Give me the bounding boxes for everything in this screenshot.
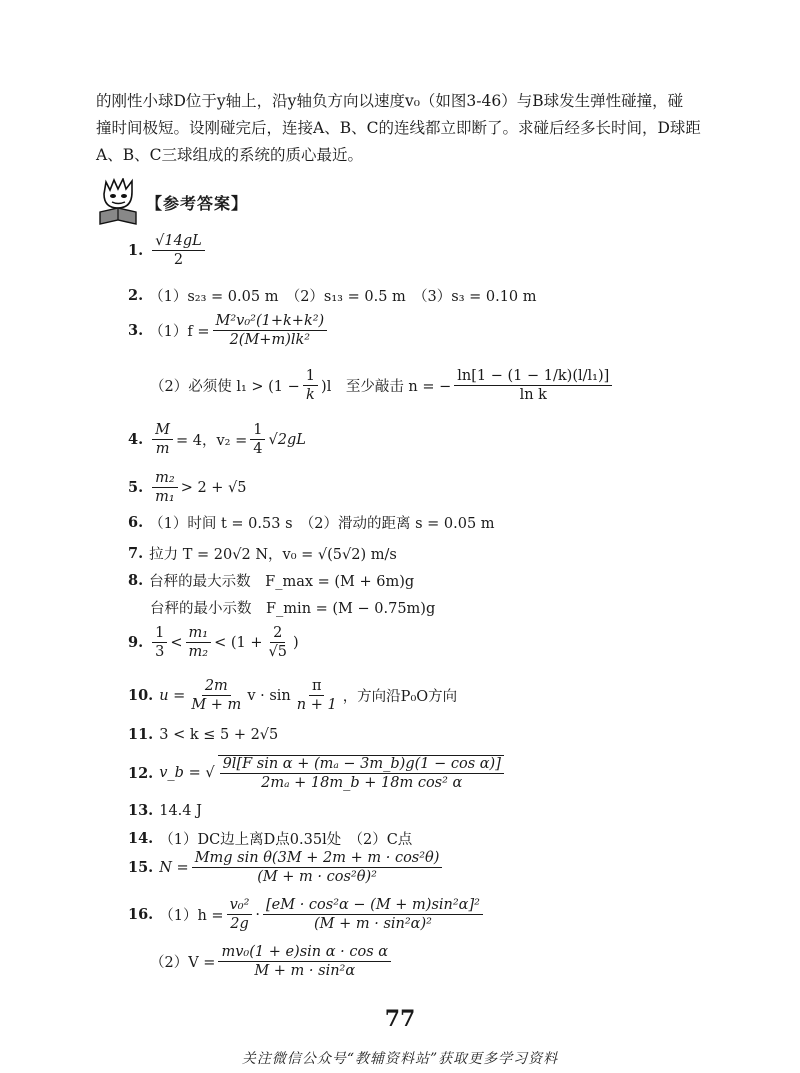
formula-text: √2gL bbox=[268, 431, 306, 448]
numerator: π bbox=[309, 678, 325, 696]
denominator: 2g bbox=[230, 916, 249, 932]
answer-6 bbox=[128, 512, 495, 533]
intro-line: A、B、C三球组成的系统的质心最近。 bbox=[96, 146, 363, 164]
numerator: 1 bbox=[152, 625, 167, 643]
answer-number: 11. bbox=[128, 726, 154, 743]
denominator: n + 1 bbox=[296, 697, 337, 713]
answer-text: 台秤的最小示数 F_min = (M − 0.75m)g bbox=[150, 601, 436, 617]
numerator: m₂ bbox=[152, 470, 178, 488]
fraction bbox=[218, 944, 391, 979]
fraction bbox=[152, 470, 178, 505]
answer-number: 12. bbox=[128, 764, 154, 782]
denominator: 2mₐ + 18m_b + 18m cos² α bbox=[261, 775, 463, 791]
fraction bbox=[250, 422, 265, 457]
intro-line: 撞时间极短。设刚碰完后，连接A、B、C的连线都立即断了。求碰后经多长时间，D球距 bbox=[96, 119, 701, 137]
answer-8 bbox=[128, 570, 414, 591]
fraction bbox=[454, 368, 612, 403]
heading-title: 【参考答案】 bbox=[146, 193, 249, 213]
fraction bbox=[266, 625, 290, 660]
formula-text: > 2 + √5 bbox=[180, 479, 247, 496]
answer-14 bbox=[128, 828, 412, 849]
fraction bbox=[294, 678, 340, 713]
answer-number: 7. bbox=[128, 545, 144, 562]
answer-number: 2. bbox=[128, 287, 144, 304]
answer-text: 14.4 J bbox=[159, 802, 202, 819]
answer-8-line-2 bbox=[150, 597, 435, 618]
numerator: √14gL bbox=[152, 233, 205, 251]
answer-16-part-2 bbox=[150, 944, 394, 979]
fraction bbox=[303, 368, 318, 403]
answer-12 bbox=[128, 755, 507, 791]
answer-number: 4. bbox=[128, 431, 144, 448]
fraction bbox=[218, 755, 504, 791]
formula-text: )l 至少敲击 n = − bbox=[321, 379, 452, 395]
fraction bbox=[186, 625, 212, 660]
numerator: Mmg sin θ(3M + 2m + m · cos²θ) bbox=[192, 850, 443, 868]
denominator: (M + m · sin²α)² bbox=[314, 916, 432, 932]
formula-text: · bbox=[255, 906, 260, 923]
answer-number: 1. bbox=[128, 242, 144, 259]
denominator: m₁ bbox=[155, 489, 175, 505]
answer-number: 15. bbox=[128, 859, 154, 876]
fraction bbox=[192, 850, 443, 885]
fraction bbox=[188, 678, 244, 713]
denominator: 2 bbox=[173, 252, 184, 268]
answer-text: 台秤的最大示数 F_max = (M + 6m)g bbox=[149, 574, 415, 590]
fraction bbox=[263, 897, 483, 932]
numerator: 1 bbox=[303, 368, 318, 386]
numerator: [eM · cos²α − (M + m)sin²α]² bbox=[263, 897, 483, 915]
answer-text: （1）DC边上离D点0.35l处 （2）C点 bbox=[159, 832, 413, 848]
answer-15 bbox=[128, 850, 445, 885]
answer-11 bbox=[128, 726, 278, 743]
denominator: ln k bbox=[519, 387, 547, 403]
numerator: m₁ bbox=[186, 625, 212, 643]
numerator: v₀² bbox=[227, 897, 253, 915]
reading-student-icon bbox=[98, 178, 142, 226]
answer-1 bbox=[128, 233, 208, 268]
formula-text: ，方向沿P₀O方向 bbox=[342, 689, 458, 705]
formula-lhs: （1）f = bbox=[149, 324, 210, 340]
formula-text: （2）必须使 l₁ > (1 − bbox=[150, 379, 300, 395]
numerator: ln[1 − (1 − 1/k)(l/l₁)] bbox=[454, 368, 612, 386]
denominator: M + m bbox=[191, 697, 242, 713]
formula-text: v · sin bbox=[247, 687, 291, 704]
answer-number: 5. bbox=[128, 479, 144, 496]
answer-number: 10. bbox=[128, 687, 154, 704]
problem-continuation bbox=[96, 88, 726, 169]
numerator: M²v₀²(1+k+k²) bbox=[213, 313, 328, 331]
answer-heading bbox=[98, 178, 248, 226]
numerator: 1 bbox=[250, 422, 265, 440]
formula-text: ) bbox=[292, 634, 299, 651]
answer-16 bbox=[128, 897, 486, 932]
answer-text: 拉力 T = 20√2 N，v₀ = √(5√2) m/s bbox=[149, 547, 397, 563]
fraction bbox=[152, 625, 167, 660]
fraction bbox=[213, 313, 328, 348]
formula-lhs: N = bbox=[159, 859, 189, 876]
answer-text: （1）时间 t = 0.53 s （2）滑动的距离 s = 0.05 m bbox=[149, 516, 495, 532]
numerator: 9l[F sin α + (mₐ − 3m_b)g(1 − cos α)] bbox=[220, 756, 504, 774]
formula-lhs: v_b = √ bbox=[159, 765, 215, 781]
numerator: mv₀(1 + e)sin α · cos α bbox=[218, 944, 391, 962]
denominator: m bbox=[155, 441, 170, 457]
answer-2 bbox=[128, 285, 537, 306]
formula-text: < bbox=[170, 634, 183, 651]
answer-number: 6. bbox=[128, 514, 144, 531]
formula-lhs: u = bbox=[159, 687, 186, 704]
denominator: 3 bbox=[155, 644, 165, 660]
intro-line: 的刚性小球D位于y轴上，沿y轴负方向以速度v₀（如图3-46）与B球发生弹性碰撞，碰 bbox=[96, 92, 684, 110]
answer-number: 16. bbox=[128, 906, 154, 923]
denominator: 2(M+m)lk² bbox=[229, 332, 311, 348]
fraction bbox=[227, 897, 253, 932]
answer-3-part-2 bbox=[150, 368, 615, 403]
denominator: 4 bbox=[253, 441, 263, 457]
answer-text: 3 < k ≤ 5 + 2√5 bbox=[159, 726, 279, 743]
answer-5 bbox=[128, 470, 247, 505]
answer-text: （1）s₂₃ = 0.05 m （2）s₁₃ = 0.5 m （3）s₃ = 0.10 m bbox=[149, 289, 537, 305]
page-number: 77 bbox=[384, 1006, 416, 1032]
numerator: 2m bbox=[202, 678, 231, 696]
formula-lhs: （2）V = bbox=[150, 955, 216, 971]
denominator: k bbox=[306, 387, 315, 403]
formula-lhs: （1）h = bbox=[159, 908, 224, 924]
answer-13 bbox=[128, 802, 202, 819]
denominator: m₂ bbox=[188, 644, 209, 660]
numerator: M bbox=[152, 422, 173, 440]
fraction bbox=[152, 233, 205, 268]
answer-9 bbox=[128, 625, 299, 660]
footer-note: 关注微信公众号“教辅资料站”获取更多学习资料 bbox=[241, 1051, 559, 1067]
fraction bbox=[152, 422, 173, 457]
answer-number: 3. bbox=[128, 322, 144, 339]
answer-10 bbox=[128, 678, 457, 713]
formula-text: < (1 + bbox=[214, 634, 263, 651]
denominator: M + m · sin²α bbox=[254, 963, 356, 979]
answer-3 bbox=[128, 313, 330, 348]
answer-number: 13. bbox=[128, 802, 154, 819]
answer-7 bbox=[128, 543, 397, 564]
answer-number: 8. bbox=[128, 572, 144, 589]
denominator: √5 bbox=[268, 644, 287, 660]
answer-4 bbox=[128, 422, 306, 457]
answer-number: 14. bbox=[128, 830, 154, 847]
answer-number: 9. bbox=[128, 634, 144, 651]
numerator: 2 bbox=[270, 625, 285, 643]
formula-text: = 4，v₂ = bbox=[176, 433, 248, 449]
denominator: (M + m · cos²θ)² bbox=[257, 869, 377, 885]
